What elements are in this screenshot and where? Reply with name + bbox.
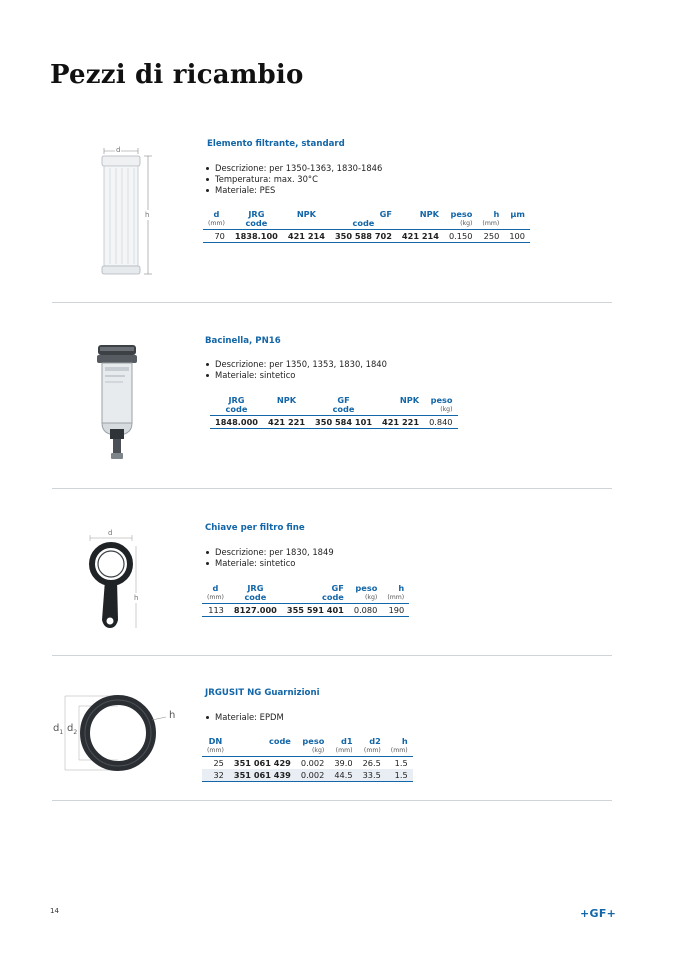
column-subheader: code (230, 219, 283, 230)
bullet-item: Descrizione: per 1350-1363, 1830-1846 (205, 163, 382, 174)
unit-label: (mm) (386, 746, 413, 757)
bullet-item: Materiale: sintetico (205, 558, 334, 569)
column-header: peso (450, 209, 473, 219)
unit-label (397, 219, 444, 230)
spec-table (203, 209, 530, 243)
cell: 70 (203, 230, 230, 243)
cell: 421 221 (263, 416, 310, 429)
section-divider (52, 655, 612, 656)
dimension-label-h: h (145, 211, 150, 219)
cell: 113 (202, 604, 229, 617)
column-subheader: code (330, 219, 397, 230)
column-header: GF (337, 395, 350, 405)
column-header: GF (331, 583, 344, 593)
product-title: Elemento filtrante, standard (207, 139, 345, 149)
bullet-item: Materiale: PES (205, 185, 382, 196)
unit-label: (mm) (202, 593, 229, 604)
cell: 26.5 (362, 758, 381, 768)
column-header: NPK (419, 209, 439, 219)
cell: 1848.000 (210, 416, 263, 429)
table-row (210, 416, 458, 429)
product-title: Chiave per filtro fine (205, 523, 305, 533)
unit-label: (mm) (358, 746, 386, 757)
column-header: JRG (248, 209, 265, 219)
column-header: h (493, 209, 500, 219)
unit-label: (mm) (477, 219, 504, 230)
dimension-label-h: h (134, 594, 139, 602)
unit-label (229, 746, 296, 757)
table-row (202, 757, 413, 770)
column-header: NPK (296, 209, 317, 219)
column-header: h (401, 736, 408, 746)
cell: 39.0 (334, 758, 353, 768)
cell: 355 591 401 (282, 604, 349, 617)
cell: 32 (202, 769, 229, 782)
column-subheader: code (210, 405, 263, 416)
spec-table (202, 583, 409, 617)
section-divider (52, 488, 612, 489)
column-header: JRG (247, 583, 264, 593)
column-header: peso (355, 583, 378, 593)
dimension-label-d: d (108, 529, 113, 537)
product-description-list (205, 163, 382, 196)
column-subheader: code (229, 593, 282, 604)
filter-element-image (92, 140, 162, 280)
cell: 421 214 (397, 230, 444, 243)
dimension-label-d2: $d_2$ (67, 723, 78, 736)
cell: 250 (477, 230, 504, 243)
column-header: d (213, 209, 220, 219)
table-header-row (202, 583, 409, 593)
bullet-item: Descrizione: per 1350, 1353, 1830, 1840 (205, 359, 387, 370)
product-description-list (205, 359, 387, 381)
unit-label (377, 405, 424, 416)
product-description-list (205, 712, 284, 723)
unit-label (263, 405, 310, 416)
unit-label: (mm) (382, 593, 409, 604)
cell: 1.5 (394, 758, 408, 768)
column-header: DN (208, 736, 223, 746)
gf-logo: +GF+ (580, 907, 617, 920)
cell: 0.840 (424, 416, 457, 429)
cell: 421 221 (377, 416, 424, 429)
column-header: d2 (369, 736, 381, 746)
table-units-row (202, 746, 413, 757)
page-title: Pezzi di ricambio (50, 60, 304, 90)
cell: 25 (213, 758, 224, 768)
section-divider (52, 800, 612, 801)
column-header: code (268, 736, 291, 746)
bullet-item: Descrizione: per 1830, 1849 (205, 547, 334, 558)
unit-label: (mm) (329, 746, 357, 757)
product-description-list (205, 547, 334, 569)
column-header: NPK (276, 395, 297, 405)
column-header: h (398, 583, 405, 593)
bullet-item: Temperatura: max. 30°C (205, 174, 382, 185)
spec-table (202, 736, 413, 782)
cell: 1838.100 (230, 230, 283, 243)
dimension-label-d1: $d_1$ (53, 723, 64, 736)
cell: 350 588 702 (330, 230, 397, 243)
cell: 190 (382, 604, 409, 617)
cell: 0.002 (300, 758, 325, 768)
column-header: NPK (399, 395, 420, 405)
cell: 350 584 101 (310, 416, 377, 429)
column-subheader: code (282, 593, 349, 604)
column-header: µm (510, 209, 525, 219)
unit-label: (kg) (349, 593, 382, 604)
bullet-item: Materiale: sintetico (205, 370, 387, 381)
column-header: peso (302, 736, 325, 746)
table-row (202, 769, 413, 782)
page-number: 14 (50, 907, 59, 915)
unit-label: (kg) (424, 405, 457, 416)
spec-table (210, 395, 458, 429)
section-divider (52, 302, 612, 303)
dimension-label-h: h (169, 710, 176, 721)
bullet-item: Materiale: EPDM (205, 712, 284, 723)
bowl-image (92, 343, 144, 468)
unit-label (504, 219, 530, 230)
table-row (202, 604, 409, 617)
cell: 8127.000 (229, 604, 282, 617)
cell: 421 214 (283, 230, 330, 243)
column-header: JRG (228, 395, 245, 405)
product-title: JRGUSIT NG Guarnizioni (205, 688, 320, 698)
cell: 0.150 (444, 230, 477, 243)
cell: 351 061 439 (229, 769, 296, 782)
cell: 0.080 (349, 604, 382, 617)
wrench-image (82, 528, 146, 636)
table-subheader-row (210, 405, 458, 416)
dimension-label-d: d (116, 146, 121, 154)
unit-label: (mm) (202, 746, 229, 757)
table-subheader-row (203, 219, 530, 230)
column-header: d (212, 583, 219, 593)
unit-label: (mm) (203, 219, 230, 230)
cell: 33.5 (358, 769, 386, 782)
unit-label (283, 219, 330, 230)
table-subheader-row (202, 593, 409, 604)
column-header: d1 (341, 736, 353, 746)
column-header: peso (430, 395, 453, 405)
cell: 0.002 (296, 769, 329, 782)
cell: 44.5 (329, 769, 357, 782)
column-header: GF (379, 209, 392, 219)
table-header-row (202, 736, 413, 746)
table-row (203, 230, 530, 243)
unit-label: (kg) (444, 219, 477, 230)
cell: 1.5 (386, 769, 413, 782)
cell: 100 (504, 230, 530, 243)
column-subheader: code (310, 405, 377, 416)
unit-label: (kg) (296, 746, 329, 757)
cell: 351 061 429 (233, 758, 291, 768)
product-title: Bacinella, PN16 (205, 336, 281, 346)
